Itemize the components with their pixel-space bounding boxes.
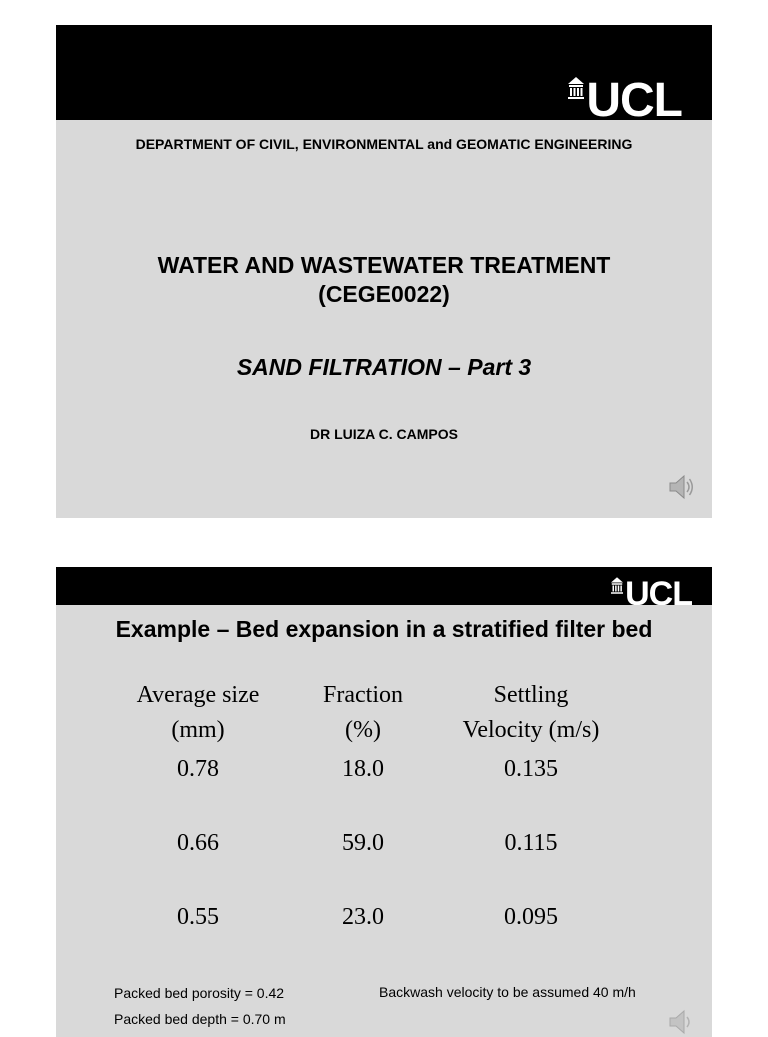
author-name: DR LUIZA C. CAMPOS	[309, 426, 459, 442]
slide-heading: Example – Bed expansion in a stratified filter bed	[115, 616, 653, 642]
header-line: Settling	[493, 682, 569, 708]
table-cell: 0.66	[177, 830, 219, 856]
ucl-logo	[611, 577, 692, 605]
department-name: DEPARTMENT OF CIVIL, ENVIRONMENTAL and GEOMATIC ENGINEERING	[135, 136, 633, 152]
logo-text: UCL	[625, 577, 692, 605]
note-backwash-velocity: Backwash velocity to be assumed 40 m/h	[379, 984, 636, 1000]
lecture-subtitle: SAND FILTRATION – Part 3	[236, 354, 532, 380]
course-title-line1: WATER AND WASTEWATER TREATMENT	[157, 252, 611, 278]
header-unit: (mm)	[171, 717, 225, 743]
portico-icon	[568, 77, 584, 99]
header-unit: (%)	[345, 717, 381, 743]
header-unit: Velocity (m/s)	[462, 717, 600, 743]
table-cell: 59.0	[342, 830, 384, 856]
column-header-fraction	[288, 678, 438, 748]
table-cell: 0.78	[177, 756, 219, 782]
table-cell: 0.095	[504, 904, 558, 930]
title-slide	[56, 25, 712, 518]
portico-icon	[611, 577, 623, 594]
header-line: Average size	[136, 682, 260, 708]
ucl-logo	[568, 77, 682, 120]
speaker-icon[interactable]	[667, 1007, 697, 1037]
column-header-average-size	[118, 678, 278, 748]
header-line: Fraction	[323, 682, 403, 708]
example-slide	[56, 567, 712, 1037]
table-row	[56, 830, 712, 860]
table-cell: 18.0	[342, 756, 384, 782]
logo-text: UCL	[586, 77, 682, 120]
table-cell: 0.55	[177, 904, 219, 930]
table-cell: 0.115	[504, 830, 558, 856]
note-bed-depth: Packed bed depth = 0.70 m	[114, 1011, 286, 1027]
course-title	[56, 251, 712, 309]
table-row	[56, 756, 712, 786]
table-cell: 23.0	[342, 904, 384, 930]
table-row	[56, 904, 712, 934]
table-cell: 0.135	[504, 756, 558, 782]
speaker-icon[interactable]	[667, 472, 697, 502]
note-bed-porosity: Packed bed porosity = 0.42	[114, 985, 285, 1001]
course-code: (CEGE0022)	[318, 281, 450, 307]
column-header-settling-velocity	[441, 678, 621, 748]
